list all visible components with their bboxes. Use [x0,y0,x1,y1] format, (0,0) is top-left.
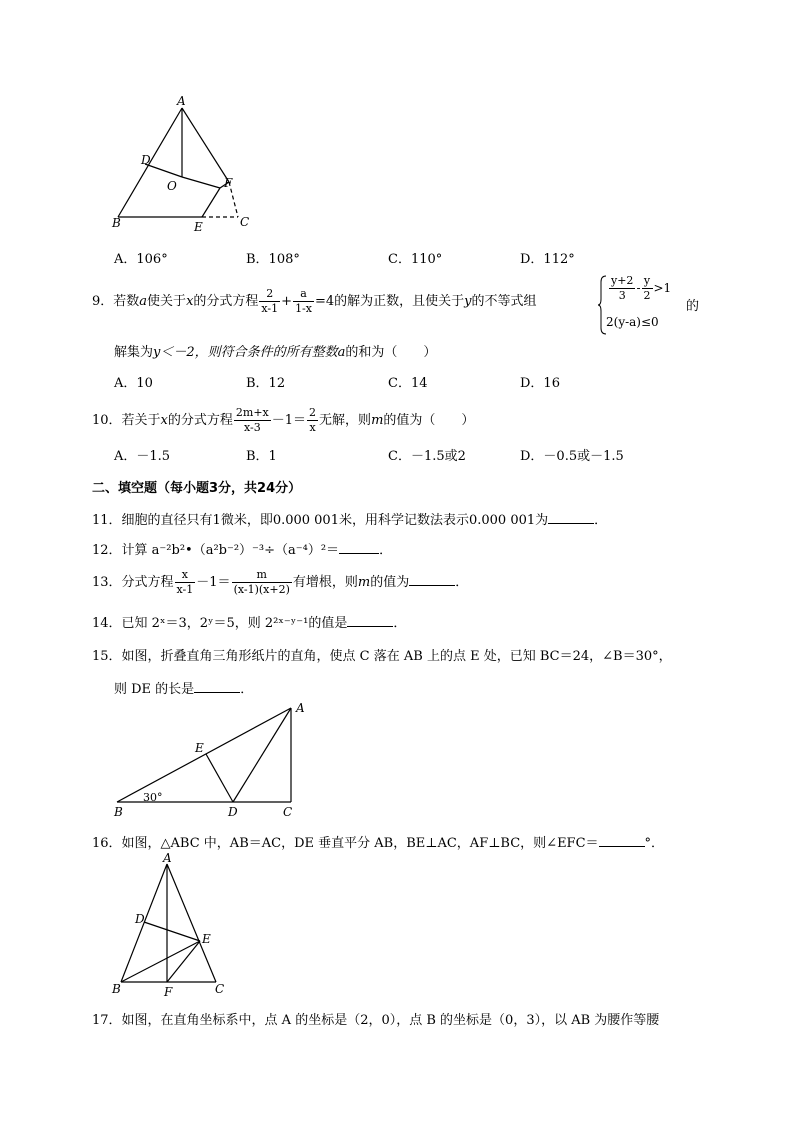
q9-line2-c: 的和为（ ） [345,345,437,360]
q16-label-F: F [164,985,173,999]
q8-label-A: A [177,94,186,108]
q13-text-2: 的值为 [370,575,410,590]
q8-option-a: A．106° [114,252,168,267]
q10-option-d: D．－0.5或－1.5 [520,449,624,464]
q9-text-2: 的分式方程 [193,294,259,309]
q14-text: 14．已知 2ˣ＝3，2ʸ＝5，则 2²ˣ⁻ʸ⁻¹的值是 [92,616,348,631]
q10-text-2: 无解，则 [319,413,372,428]
q9-plus: + [281,294,293,309]
q8-figure [105,92,265,242]
q13-fraction-2: $\frac{m}{(x-1)(x+2)}$ [233,568,290,596]
q11-end: ． [594,513,608,528]
q11-text: 11．细胞的直径只有1微米，即0.000 001米，用科学记数法表示0.000 001为 [92,513,549,528]
q10-option-c: C．－1.5或2 [388,449,466,464]
q9-option-d: D．16 [520,376,560,391]
q15-line2 [114,678,253,697]
q8-option-d: D．112° [520,252,575,267]
q9-line2-b: y＜－2，则符合条件的所有整数 [153,345,338,360]
q8-label-D: D [141,153,151,167]
q16-figure [108,850,228,1000]
q9-text-3: 的解为正数，且使关于 [334,294,465,309]
q15-angle-label: 30° [143,791,163,804]
q9-line2-a: 解集为 [114,345,154,360]
q9-line2 [114,341,436,360]
q15-figure [108,698,318,823]
q8-label-O: O [167,179,177,193]
q9-inequality-system [598,274,698,336]
q17-line: 17．如图，在直角坐标系中，点 A 的坐标是（2，0），点 B 的坐标是（0，3），以 AB 为腰作等腰 [92,1013,660,1028]
q10-text-1: 的分式方程 [167,413,233,428]
q16-label-E: E [202,932,211,946]
q16-line [92,832,664,851]
q15-line1: 15．如图，折叠直角三角形纸片的直角，使点 C 落在 AB 上的点 E 处，已知 BC＝24，∠B＝30°， [92,649,672,664]
q9-sys-minus: - [636,281,641,295]
q16-label-B: B [112,982,121,996]
q14-end: ． [393,616,407,631]
q10-fraction-2: $\frac{2}{x}$ [309,406,317,434]
q10-text-3: 的值为（ ） [383,413,475,428]
q9-sys-rhs: >1 [653,281,672,295]
q16-answer-blank [599,835,645,847]
q10-option-b: B．1 [246,449,277,464]
q13-mid: －1＝ [196,575,231,590]
q9-text-5: 的 [686,299,700,314]
q12-end: ． [379,543,393,558]
q8-option-c: C．110° [388,252,443,267]
q15-answer-blank [194,681,240,693]
q10-line [92,406,474,435]
q9-sys-line-2: 2(y-a)≤0 [606,315,659,329]
q13-answer-blank [409,574,455,586]
q9-lead: 9．若数 [92,294,140,309]
q11-answer-blank [548,512,594,524]
q9-option-a: A．10 [114,376,153,391]
q8-option-b: B．108° [246,252,300,267]
q16-end: °． [644,836,665,851]
q9-text-1: 使关于 [147,294,187,309]
q14-line [92,612,406,631]
q15-line2-text: 则 DE 的长是 [114,682,195,697]
q15-label-A: A [296,701,305,715]
q10-fraction-1: $\frac{2m+x}{x-3}$ [235,406,269,434]
section-2-heading: 二、填空题（每小题3分，共24分） [92,481,302,496]
q9-text-4: 的不等式组 [471,294,537,309]
q15-end: ． [240,682,254,697]
q13-fraction-1: $\frac{x}{x-1}$ [176,568,194,596]
q9-var-x: x [186,294,194,309]
q9-var-y: y [464,294,472,309]
q12-text: 12．计算 a⁻²b²•（a²b⁻²）⁻³÷（a⁻⁴）²＝ [92,543,340,558]
q12-answer-blank [339,542,379,554]
q13-var-m: m [357,575,371,590]
q15-label-D: D [228,805,238,819]
q10-mid: －1＝ [271,413,307,428]
q9-option-b: B．12 [246,376,286,391]
q9-var-a: a [139,294,148,309]
q9-fraction-1: $\frac{2}{x-1}$ [261,287,279,315]
q10-option-a: A．－1.5 [114,449,171,464]
q9-sys-frac-1: $\frac{y+2}{3}$ [611,274,634,302]
q16-label-C: C [215,982,225,996]
q9-sys-frac-2: $\frac{y}{2}$ [643,274,651,302]
q13-lead: 13．分式方程 [92,575,174,590]
q9-option-c: C．14 [388,376,428,391]
q15-label-E: E [195,741,204,755]
q13-line [92,568,468,597]
q14-answer-blank [347,615,393,627]
q8-label-E: E [194,220,203,234]
q9-eq4: =4 [314,294,335,309]
q8-label-C: C [240,215,250,229]
q8-label-B: B [112,216,121,230]
q15-label-C: C [283,805,293,819]
q16-label-A: A [163,851,172,865]
q12-line [92,539,392,558]
q10-var-m: m [371,413,384,428]
q8-label-F: F [224,176,233,190]
q13-text-1: 有增根，则 [292,575,358,590]
q15-label-B: B [114,805,123,819]
q16-text: 16．如图，△ABC 中，AB＝AC，DE 垂直平分 AB，BE⊥AC，AF⊥BC，则∠EFC＝ [92,836,599,851]
q13-end: ． [455,575,469,590]
q10-lead: 10．若关于 [92,413,161,428]
q9-fraction-2: $\frac{a}{1-x}$ [295,287,312,315]
q11-line [92,509,607,528]
q9-line2-var-a: a [337,345,346,360]
q16-label-D: D [135,912,145,926]
q9-line1 [92,287,537,316]
q10-var-x: x [160,413,168,428]
